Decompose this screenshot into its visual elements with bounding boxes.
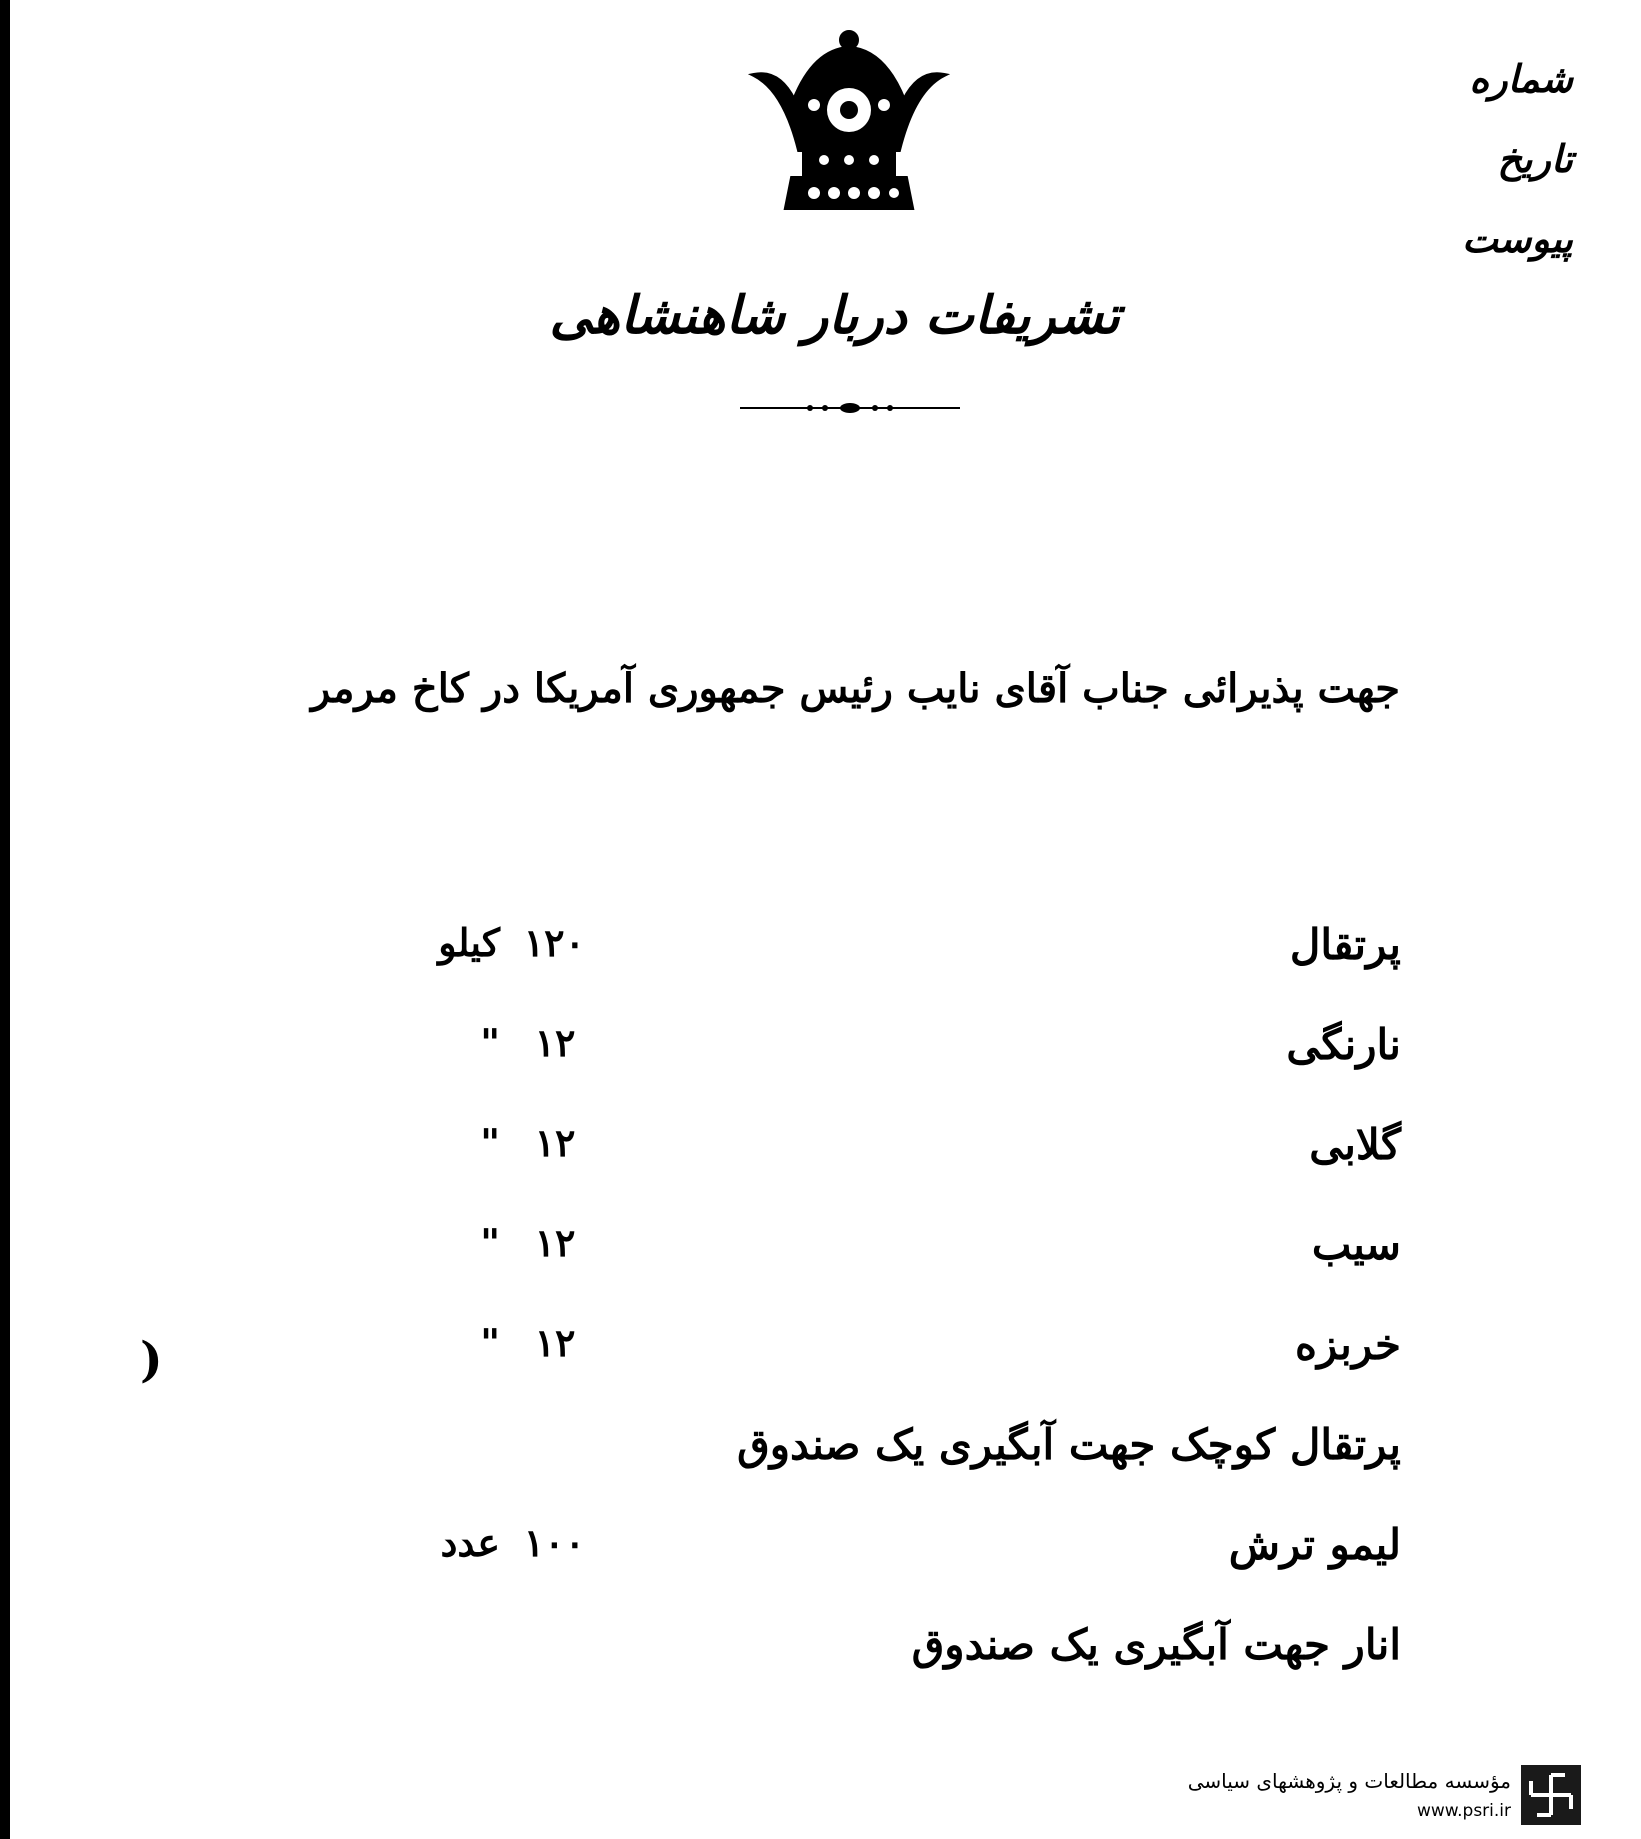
list-item bbox=[0, 920, 1641, 1020]
document-subtitle: جهت پذیرائی جناب آقای نایب رئیس جمهوری آمریکا در کاخ مرمر bbox=[310, 665, 1400, 712]
footer-url: www.psri.ir bbox=[1416, 1801, 1511, 1821]
item-list bbox=[0, 920, 1641, 1720]
list-item bbox=[0, 1420, 1641, 1520]
list-item bbox=[0, 1020, 1641, 1120]
item-name: گلابی bbox=[1309, 1120, 1401, 1169]
item-qty: ۱۰۰ bbox=[523, 1520, 585, 1565]
list-item bbox=[0, 1520, 1641, 1620]
item-unit: " bbox=[480, 1020, 500, 1065]
crown-icon bbox=[744, 30, 954, 215]
item-qty: ۱۲ bbox=[534, 1020, 576, 1065]
item-name: لیمو ترش bbox=[1228, 1520, 1401, 1569]
item-qty: ۱۲۰ bbox=[523, 920, 585, 965]
item-unit: " bbox=[480, 1320, 500, 1365]
item-qty: ۱۲ bbox=[534, 1320, 576, 1365]
meta-number-label: شماره bbox=[1469, 56, 1573, 101]
meta-attachment-label: پیوست bbox=[1462, 216, 1573, 261]
item-name: پرتقال bbox=[1289, 920, 1401, 969]
list-item bbox=[0, 1620, 1641, 1720]
item-unit: عدد bbox=[440, 1520, 500, 1565]
meta-labels bbox=[1413, 56, 1573, 300]
list-item bbox=[0, 1320, 1641, 1420]
footer-watermark bbox=[1181, 1765, 1581, 1827]
psri-logo-icon bbox=[1521, 1765, 1581, 1825]
ornament-divider-icon bbox=[740, 398, 960, 418]
item-name: پرتقال کوچک جهت آبگیری یک صندوق bbox=[737, 1420, 1401, 1469]
list-item bbox=[0, 1120, 1641, 1220]
letterhead-title: تشریفات دربار شاهنشاهی bbox=[549, 285, 1120, 346]
item-name: خربزه bbox=[1294, 1320, 1401, 1369]
footer-org-name: مؤسسه مطالعات و پژوهشهای سیاسی bbox=[1187, 1769, 1511, 1793]
item-name: انار جهت آبگیری یک صندوق bbox=[911, 1620, 1401, 1669]
margin-bracket: ) bbox=[140, 1332, 163, 1388]
item-unit: " bbox=[480, 1120, 500, 1165]
meta-date-label: تاریخ bbox=[1497, 136, 1573, 181]
item-unit: " bbox=[480, 1220, 500, 1265]
item-name: نارنگی bbox=[1286, 1020, 1401, 1069]
item-qty: ۱۲ bbox=[534, 1220, 576, 1265]
item-unit: کیلو bbox=[438, 920, 500, 965]
item-name: سیب bbox=[1311, 1220, 1401, 1269]
item-qty: ۱۲ bbox=[534, 1120, 576, 1165]
list-item bbox=[0, 1220, 1641, 1320]
